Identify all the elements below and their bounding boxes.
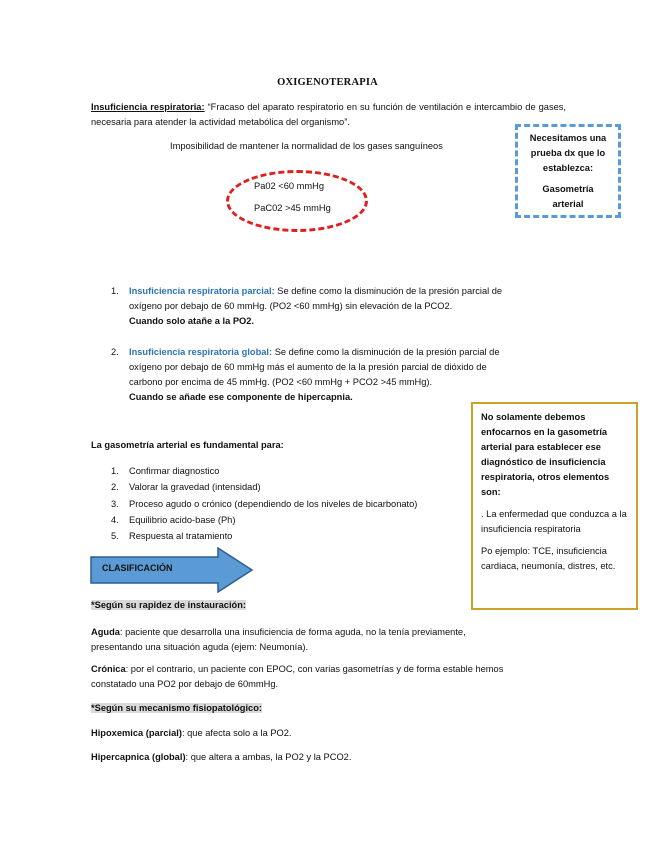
type-note: Cuando se añade ese componente de hipercapnia. bbox=[129, 392, 353, 402]
type-note: Cuando solo atañe a la PO2. bbox=[129, 316, 255, 326]
list-item bbox=[111, 463, 471, 479]
aguda-term: Aguda bbox=[91, 627, 120, 637]
list-item-text: Respuesta al tratamiento bbox=[129, 531, 233, 542]
page-title: OXIGENOTERAPIA bbox=[277, 77, 378, 88]
callout-line: Necesitamos una bbox=[529, 133, 607, 143]
aguda-paragraph bbox=[91, 625, 561, 655]
list-item bbox=[111, 479, 471, 495]
intro-paragraph bbox=[91, 100, 566, 130]
list-item bbox=[111, 496, 471, 512]
cronica-term: Crónica bbox=[91, 664, 126, 674]
gaso-list bbox=[111, 463, 471, 544]
list-item bbox=[111, 512, 471, 528]
callout-line: arterial bbox=[552, 199, 584, 209]
list-item-text: Proceso agudo o crónico (dependiendo de los niveles de bicarbonato) bbox=[129, 498, 418, 509]
callout-line: establezca: bbox=[542, 163, 594, 173]
type-text: Se define como la disminución de la presión parcial de bbox=[274, 286, 503, 296]
cronica-text: constatado una PO2 por debajo de 60mmHg. bbox=[91, 679, 279, 689]
list-item-text: Confirmar diagnostico bbox=[129, 466, 220, 476]
gaso-heading: La gasometría arterial es fundamental para: bbox=[91, 440, 284, 450]
list-number: 4. bbox=[111, 514, 119, 525]
intro-subtitle: Imposibilidad de mantener la normalidad de los gases sanguíneos bbox=[170, 141, 443, 151]
list-number: 2. bbox=[111, 482, 119, 493]
gold-box-intro: No solamente debemos enfocarnos en la gasometría arterial para establecer ese diagnóstico de insuficiencia respiratoria, otros elementos son: bbox=[481, 412, 610, 497]
list-number: 2. bbox=[111, 347, 119, 357]
rapidez-heading: *Según su rapidez de instauración: bbox=[91, 600, 246, 610]
type-text: Se define como la disminución de la presión parcial de bbox=[272, 347, 500, 357]
hipercapnica-term: Hipercapnica (global) bbox=[91, 752, 186, 762]
type-text: carbono por encima de 45 mmHg. (PO2 <60 mmHg + PCO2 >45 mmHg). bbox=[129, 377, 433, 387]
gas-values-ellipse bbox=[226, 170, 368, 232]
mecanismo-heading: *Según su mecanismo fisiopatológico: bbox=[91, 703, 262, 713]
gold-box-point: . La enfermedad que conduzca a la insuficiencia respiratoria bbox=[481, 509, 627, 534]
type-text: oxígeno por debajo de 60 mmHg más el aumento de la la presión parcial de dióxido de bbox=[129, 362, 487, 372]
intro-definition: “Fracaso del aparato respiratorio en su función de ventilación e intercambio de gases, necesaria para atender la actividad metabólica del organismo”. bbox=[91, 102, 566, 127]
cronica-text: : por el contrario, un paciente con EPOC, con varias gasometrías y de forma estable hemos bbox=[125, 664, 504, 674]
list-number: 1. bbox=[111, 286, 119, 296]
clasificacion-arrow bbox=[90, 547, 254, 595]
cronica-paragraph bbox=[91, 662, 571, 692]
paco2-value: PaC02 >45 mmHg bbox=[254, 203, 331, 213]
aguda-text: presentando una situación aguda (ejem: Neumonía). bbox=[91, 642, 309, 652]
intro-term: Insuficiencia respiratoria: bbox=[91, 102, 205, 112]
hipercapnica-line bbox=[91, 752, 351, 762]
hipoxemica-term: Hipoxemica (parcial) bbox=[91, 728, 182, 738]
type-text: oxígeno por debajo de 60 mmHg. (PO2 <60 mmHg) sin elevación de la PCO2. bbox=[129, 301, 453, 311]
callout-line: prueba dx que lo bbox=[530, 148, 606, 158]
type-term: Insuficiencia respiratoria parcial: bbox=[129, 286, 275, 296]
type-item-global bbox=[111, 345, 561, 405]
hipercapnica-text: : que altera a ambas, la PO2 y la PCO2. bbox=[185, 752, 352, 762]
list-number: 5. bbox=[111, 531, 119, 542]
list-item-text: Equilibrio acido-base (Ph) bbox=[129, 514, 236, 525]
hipoxemica-line bbox=[91, 728, 292, 738]
gasometria-callout bbox=[515, 124, 621, 218]
list-item bbox=[111, 528, 471, 544]
clasificacion-label: CLASIFICACIÓN bbox=[102, 563, 173, 573]
gold-box-example: Po ejemplo: TCE, insuficiencia cardiaca, neumonía, distres, etc. bbox=[481, 546, 616, 571]
aguda-text: : paciente que desarrolla una insuficiencia de forma aguda, no la tenía previamente, bbox=[119, 627, 466, 637]
list-number: 3. bbox=[111, 498, 119, 509]
list-number: 1. bbox=[111, 466, 119, 476]
list-item-text: Valorar la gravedad (intensidad) bbox=[129, 482, 261, 493]
hipoxemica-text: : que afecta solo a la PO2. bbox=[181, 728, 292, 738]
type-term: Insuficiencia respiratoria global: bbox=[129, 347, 273, 357]
pa02-value: Pa02 <60 mmHg bbox=[254, 181, 325, 191]
type-item-parcial bbox=[111, 284, 561, 329]
callout-line: Gasometría bbox=[542, 184, 594, 194]
other-elements-box bbox=[471, 402, 638, 610]
